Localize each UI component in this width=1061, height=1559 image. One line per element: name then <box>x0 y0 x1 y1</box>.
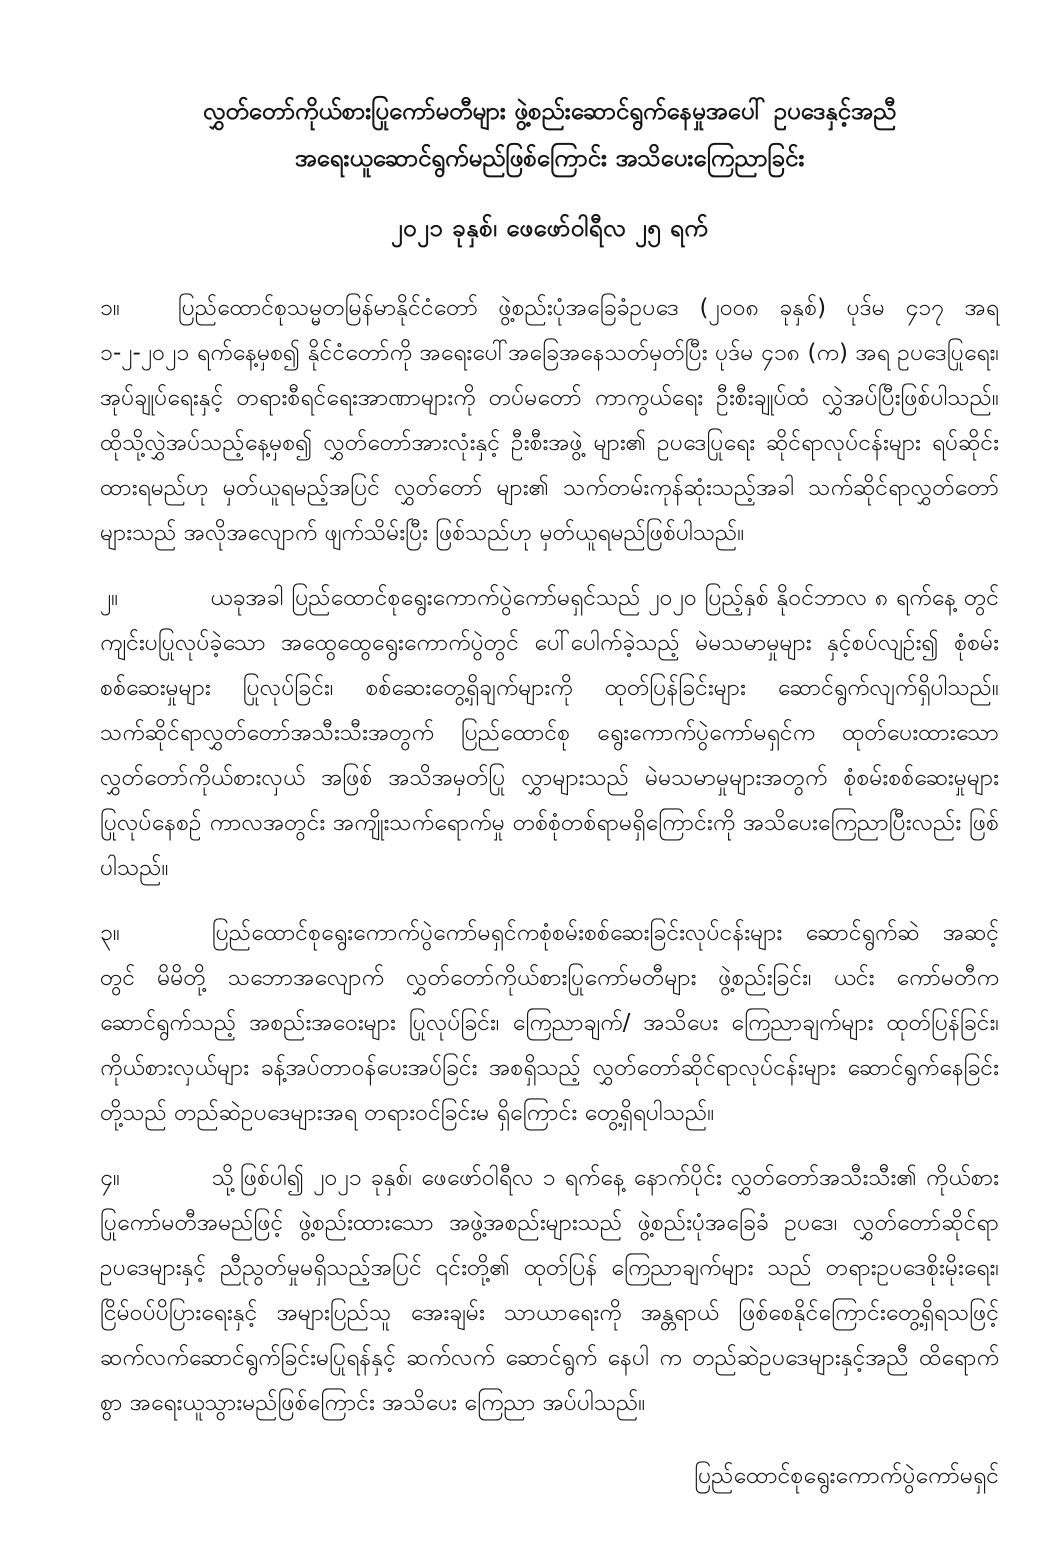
paragraph-4-number: ၄။ <box>100 1165 120 1191</box>
document-date: ၂၀၂၁ ခုနှစ်၊ ဖေဖော်ဝါရီလ ၂၅ ရက် <box>390 214 709 242</box>
paragraph-3 <box>100 911 999 1136</box>
paragraph-3-number: ၃။ <box>100 920 120 946</box>
signature-line: ပြည်ထောင်စုရွေးကောက်ပွဲကော်မရှင် <box>694 1463 999 1489</box>
paragraph-2 <box>100 576 999 891</box>
paragraph-4-text: သို့ဖြစ်ပါ၍ ၂၀၂၁ ခုနှစ်၊ ဖေဖော်ဝါရီလ ၁ ရက်နေ့ နောက်ပိုင်း လွှတ်တော်အသီးသီး၏ ကိုယ်စားပြုကော်မတီအမည်ဖြင့် ဖွဲ့စည်းထားသော အဖွဲ့အစည်းများသည် ဖွဲ့စည်းပုံအခြေခံ ဥပဒေ၊ လွှတ်တော်ဆိုင်ရာဥပဒေများနှင့် ညီညွတ်မှုမရှိသည့်အပြင် ၎င်းတို့၏ ထုတ်ပြန် ကြေညာချက်များ သည် တရားဥပဒေစိုးမိုးရေး၊ ငြိမ်ဝပ်ပိပြားရေးနှင့် အများပြည်သူ အေးချမ်း သာယာရေးကို အန္တရာယ် ဖြစ်စေနိုင်ကြောင်းတွေ့ရှိရသဖြင့် ဆက်လက်ဆောင်ရွက်ခြင်းမပြုရန်နှင့် ဆက်လက် ဆောင်ရွက် နေပါ က တည်ဆဲဥပဒေများနှင့်အညီ ထိရောက်စွာ အရေးယူသွားမည်ဖြစ်ကြောင်း အသိပေး ကြေညာ အပ်ပါသည်။ <box>100 1165 999 1416</box>
paragraph-1 <box>100 286 999 556</box>
paragraph-indent <box>120 314 178 315</box>
paragraph-3-text: ပြည်ထောင်စုရွေးကောက်ပွဲကော်မရှင်ကစုံစမ်းစစ်ဆေးခြင်းလုပ်ငန်းများ ဆောင်ရွက်ဆဲ အဆင့်တွင် မိမိတို့ သဘောအလျောက် လွှတ်တော်ကိုယ်စားပြုကော်မတီများ ဖွဲ့စည်းခြင်း၊ ယင်း ကော်မတီက ဆောင်ရွက်သည့် အစည်းအဝေးများ ပြုလုပ်ခြင်း၊ ကြေညာချက်/ အသိပေး ကြေညာချက်များ ထုတ်ပြန်ခြင်း၊ ကိုယ်စားလှယ်များ ခန့်အပ်တာဝန်ပေးအပ်ခြင်း အစရှိသည့် လွှတ်တော်ဆိုင်ရာလုပ်ငန်းများ ဆောင်ရွက်နေခြင်းတို့သည် တည်ဆဲဥပဒေများအရ တရားဝင်ခြင်းမ ရှိကြောင်း တွေ့ရှိရပါသည်။ <box>100 920 999 1126</box>
paragraph-4 <box>100 1156 999 1426</box>
document-title <box>100 88 999 182</box>
paragraph-1-text: ပြည်ထောင်စုသမ္မတမြန်မာနိုင်ငံတော် ဖွဲ့စည်းပုံအခြေခံဥပဒေ (၂၀၀၈ ခုနှစ်) ပုဒ်မ ၄၁၇ အရ ၁-၂-၂၀၂၁ ရက်နေ့မှစ၍ နိုင်ငံတော်ကို အရေးပေါ်အခြေအနေသတ်မှတ်ပြီး ပုဒ်မ ၄၁၈ (က) အရ ဥပဒေပြုရေး၊ အုပ်ချုပ်ရေးနှင့် တရားစီရင်ရေးအာဏာများကို တပ်မတော် ကာကွယ်ရေး ဦးစီးချုပ်ထံ လွှဲအပ်ပြီးဖြစ်ပါသည်။ ထိုသို့လွှဲအပ်သည့်နေ့မှစ၍ လွှတ်တော်အားလုံးနှင့် ဦးစီးအဖွဲ့ များ၏ ဥပဒေပြုရေး ဆိုင်ရာလုပ်ငန်းများ ရပ်ဆိုင်းထားရမည်ဟု မှတ်ယူရမည့်အပြင် လွှတ်တော် များ၏ သက်တမ်းကုန်ဆုံးသည့်အခါ သက်ဆိုင်ရာလွှတ်တော်များသည် အလိုအလျောက် ဖျက်သိမ်းပြီး ဖြစ်သည်ဟု မှတ်ယူရမည်ဖြစ်ပါသည်။ <box>100 295 999 546</box>
document-title-line-1: လွှတ်တော်ကိုယ်စားပြုကော်မတီများ ဖွဲ့စည်းဆောင်ရွက်နေမှုအပေါ် ဥပဒေနှင့်အညီ <box>202 97 897 125</box>
document-title-line-2: အရေးယူဆောင်ရွက်မည်ဖြစ်ကြောင်း အသိပေးကြေညာခြင်း <box>294 144 805 172</box>
paragraph-1-number: ၁။ <box>100 295 120 321</box>
paragraph-indent <box>118 604 210 605</box>
paragraph-2-number: ၂။ <box>100 585 119 611</box>
paragraph-indent <box>120 1184 212 1185</box>
paragraph-indent <box>120 939 212 940</box>
paragraph-2-text: ယခုအခါ ပြည်ထောင်စုရွေးကောက်ပွဲကော်မရှင်သည် ၂၀၂၀ ပြည့်နှစ် နိုဝင်ဘာလ ၈ ရက်နေ့ တွင် ကျင်းပပြုလုပ်ခဲ့သော အထွေထွေရွေးကောက်ပွဲတွင် ပေါ်ပေါက်ခဲ့သည့် မဲမသမာမှုများ နှင့်စပ်လျဉ်း၍ စုံစမ်းစစ်ဆေးမှုများ ပြုလုပ်ခြင်း၊ စစ်ဆေးတွေ့ရှိချက်များကို ထုတ်ပြန်ခြင်းများ ဆောင်ရွက်လျက်ရှိပါသည်။ သက်ဆိုင်ရာလွှတ်တော်အသီးသီးအတွက် ပြည်ထောင်စု ရွေးကောက်ပွဲကော်မရှင်က ထုတ်ပေးထားသော လွှတ်တော်ကိုယ်စားလှယ် အဖြစ် အသိအမှတ်ပြု လွှာများသည် မဲမသမာမှုများအတွက် စုံစမ်းစစ်ဆေးမှုများ ပြုလုပ်နေစဉ် ကာလအတွင်း အကျိုးသက်ရောက်မှု တစ်စုံတစ်ရာမရှိကြောင်းကို အသိပေးကြေညာပြီးလည်း ဖြစ်ပါသည်။ <box>100 585 999 881</box>
